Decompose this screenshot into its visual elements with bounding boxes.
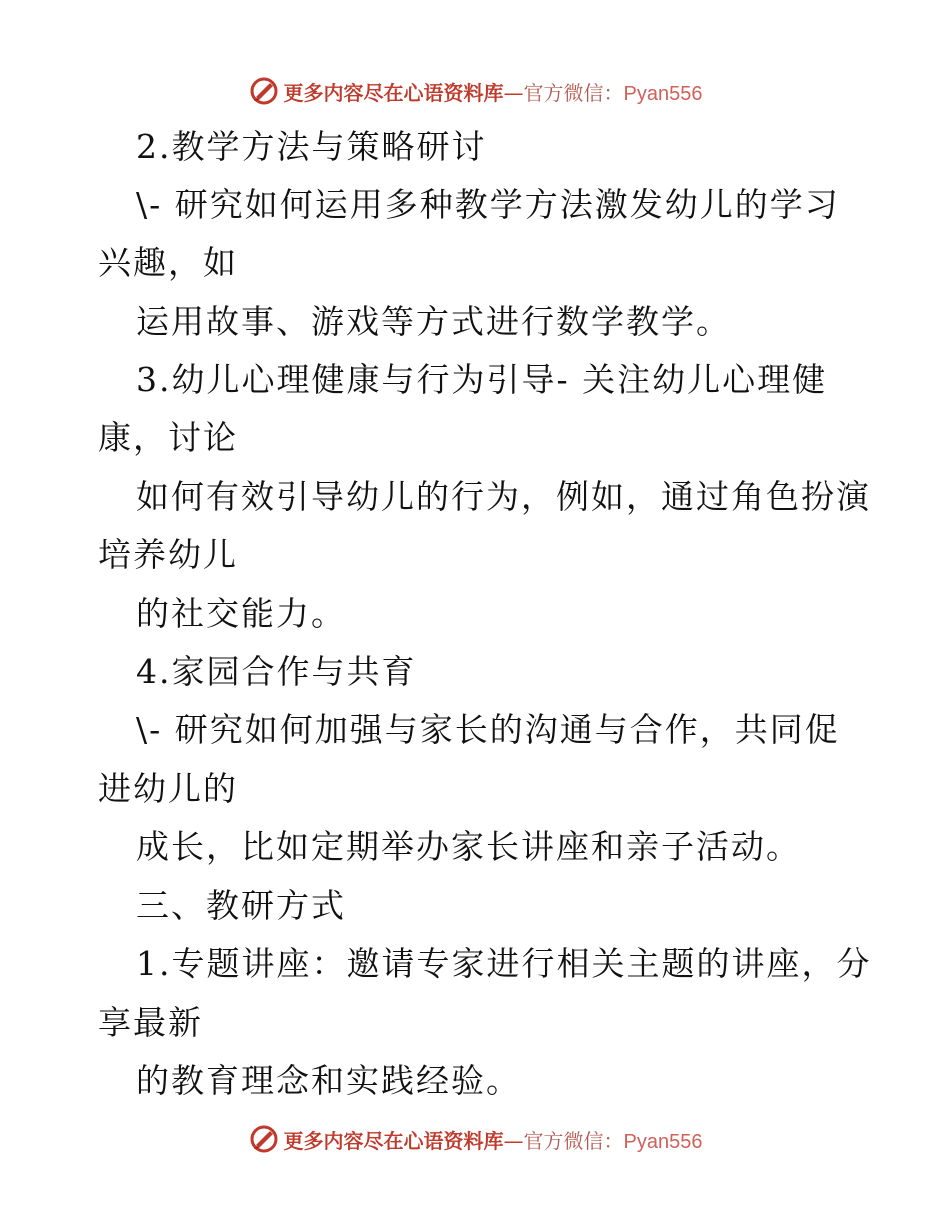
- watermark-wechat-label: 官方微信：: [523, 80, 624, 105]
- watermark-wechat-id: Pyan556: [623, 1130, 703, 1153]
- text-line: 运用故事、游戏等方式进行数学教学。: [136, 302, 731, 341]
- text-line: 享最新: [98, 1003, 203, 1042]
- footer-watermark-text: [284, 1125, 703, 1154]
- text-line: 三、教研方式: [136, 886, 346, 925]
- pen-seal-logo-icon: [248, 1123, 280, 1155]
- text-line: 兴趣，如: [98, 243, 238, 282]
- watermark-dash: —: [503, 80, 524, 105]
- text-line: 2.教学方法与策略研讨: [136, 127, 487, 166]
- watermark-dash: —: [503, 1128, 524, 1153]
- text-line: 培养幼儿: [98, 535, 238, 574]
- text-line: 的教育理念和实践经验。: [136, 1061, 521, 1100]
- watermark-title: 更多内容尽在心语资料库: [283, 80, 504, 105]
- text-line: \- 研究如何加强与家长的沟通与合作，共同促: [136, 710, 840, 749]
- text-line: \- 研究如何运用多种教学方法激发幼儿的学习: [136, 185, 840, 224]
- text-line: 4.家园合作与共育: [136, 652, 417, 691]
- text-line: 1.专题讲座：邀请专家进行相关主题的讲座，分: [136, 944, 872, 983]
- text-line: 的社交能力。: [136, 594, 346, 633]
- watermark-wechat-id: Pyan556: [623, 82, 703, 105]
- header-watermark-text: [284, 77, 703, 106]
- text-line: 成长，比如定期举办家长讲座和亲子活动。: [136, 827, 801, 866]
- text-line: 进幼儿的: [98, 769, 238, 808]
- text-line: 康，讨论: [98, 418, 238, 457]
- watermark-title: 更多内容尽在心语资料库: [283, 1128, 504, 1153]
- pen-seal-logo-icon: [248, 75, 280, 107]
- watermark-wechat-label: 官方微信：: [523, 1128, 624, 1153]
- header-watermark: [0, 71, 950, 111]
- text-line: 如何有效引导幼儿的行为，例如，通过角色扮演: [136, 477, 871, 516]
- text-line: 3.幼儿心理健康与行为引导- 关注幼儿心理健: [136, 360, 828, 399]
- footer-watermark: [0, 1119, 950, 1159]
